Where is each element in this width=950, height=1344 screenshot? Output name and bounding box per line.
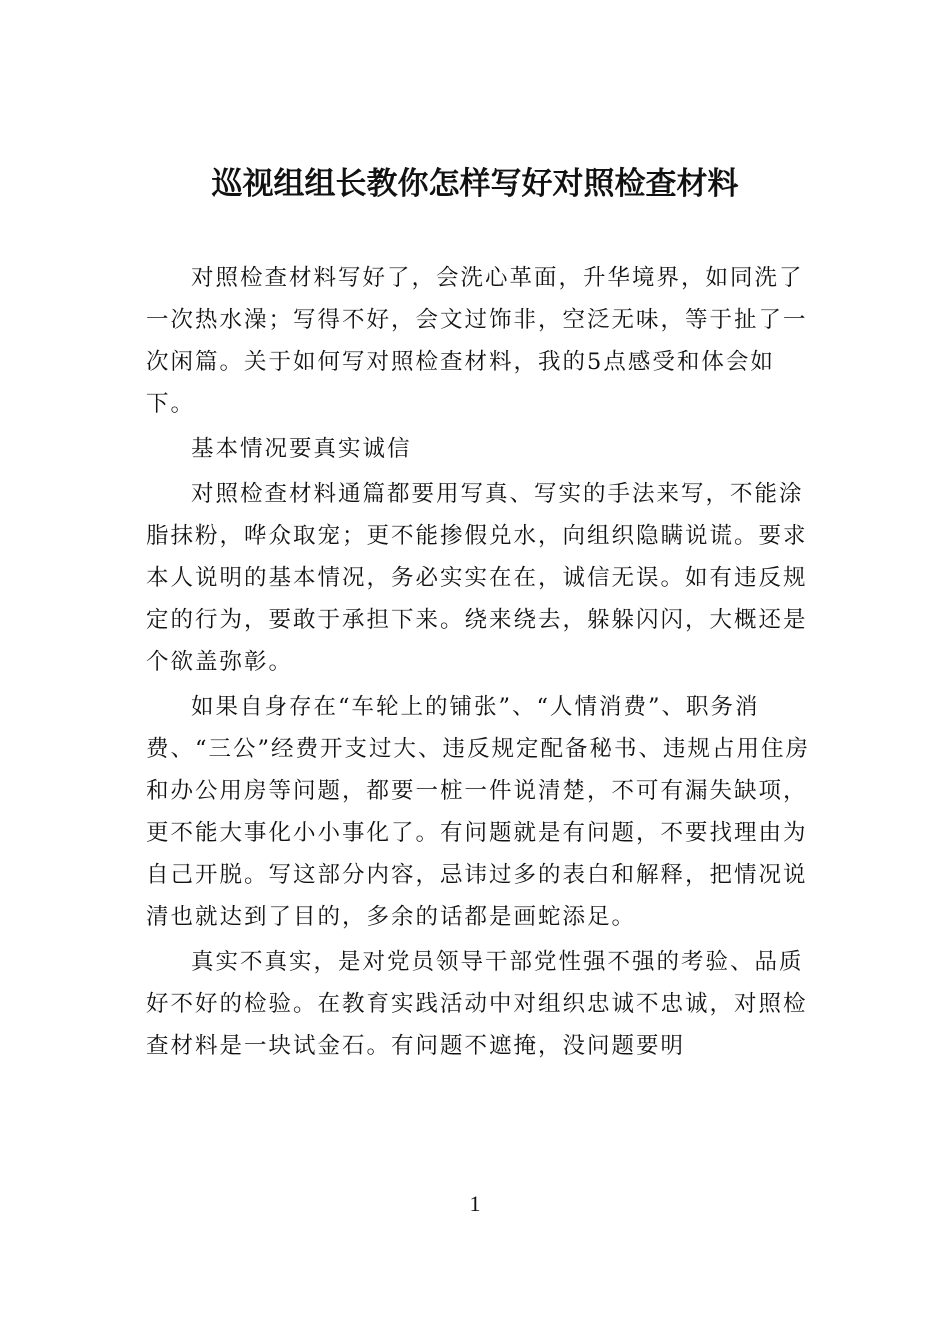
paragraph-loyalty-test: 真实不真实，是对党员领导干部党性强不强的考验、品质好不好的检验。在教育实践活动中对组织忠诚不忠诚，对照检查材料是一块试金石。有问题不遮掩，没问题要明 <box>146 949 808 1059</box>
paragraph-problems-list: 如果自身存在“车轮上的铺张”、“人情消费”、职务消费、“三公”经费开支过大、违反规定配备秘书、违规占用住房和办公用房等问题，都要一桩一件说清楚，不可有漏失缺项，更不能大事化小小事化了。有问题就是有问题，不要找理由为自己开脱。写这部分内容，忌讳过多的表白和解释，把情况说清也就达到了目的，多余的话都是画蛇添足。 <box>146 694 811 930</box>
section-heading-basic-situation: 基本情况要真实诚信 <box>191 436 412 462</box>
document-body <box>146 257 814 1070</box>
document-title: 巡视组组长教你怎样写好对照检查材料 <box>211 166 739 202</box>
page-number: 1 <box>469 1191 481 1216</box>
paragraph-truthful-writing: 对照检查材料通篇都要用写真、写实的手法来写，不能涂脂抹粉，哗众取宠；更不能掺假兑水，向组织隐瞒说谎。要求本人说明的基本情况，务必实实在在，诚信无误。如有违反规定的行为，要敢于承担下来。绕来绕去，躲躲闪闪，大概还是个欲盖弥彰。 <box>146 481 808 675</box>
paragraph-intro: 对照检查材料写好了，会洗心革面，升华境界，如同洗了一次热水澡；写得不好，会文过饰非，空泛无味，等于扯了一次闲篇。关于如何写对照检查材料，我的5点感受和体会如下。 <box>146 265 808 417</box>
